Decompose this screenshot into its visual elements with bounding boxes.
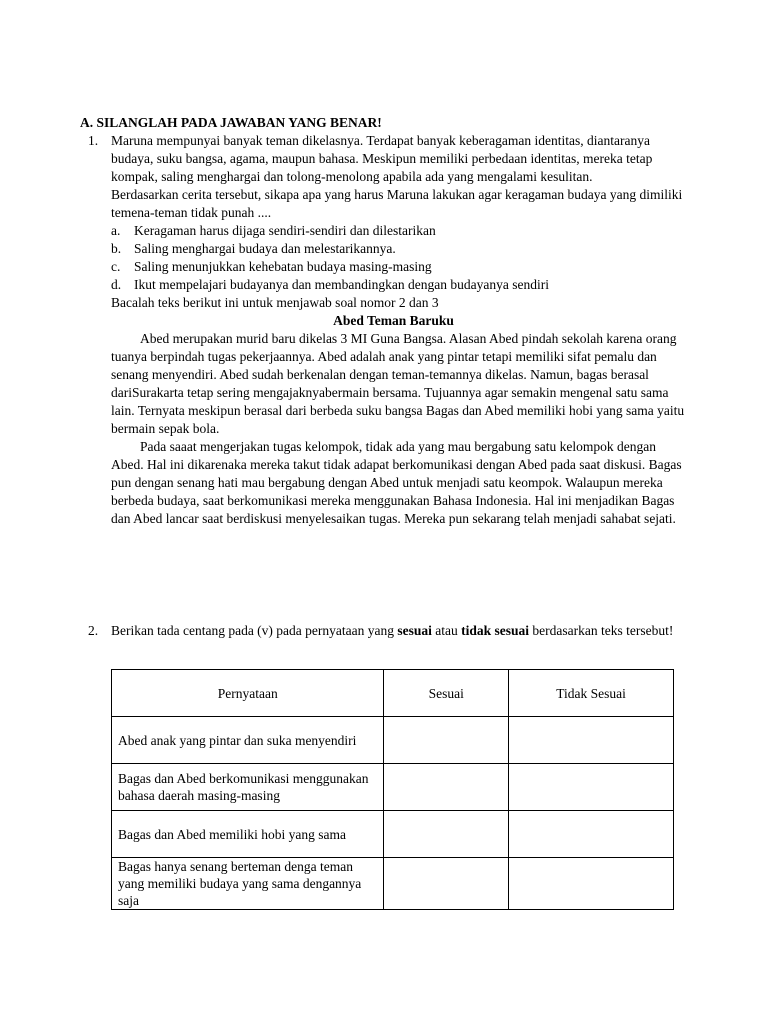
prompt-text: berdasarkan teks tersebut! — [529, 623, 674, 638]
story-title: Abed Teman Baruku — [333, 313, 454, 328]
reading-instruction: Bacalah teks berikut ini untuk menjawab soal nomor 2 dan 3 — [111, 295, 439, 310]
table-row — [112, 717, 674, 764]
prompt-bold-tidak-sesuai: tidak sesuai — [461, 623, 530, 638]
option-letter: a. — [111, 223, 121, 238]
table-row — [112, 858, 674, 910]
prompt-text: Berikan tada centang pada (v) pada pernyataan yang — [111, 623, 398, 638]
question-2-number: 2. — [88, 623, 99, 638]
header-sesuai: Sesuai — [384, 670, 509, 717]
statement-cell: Bagas hanya senang berteman denga teman yang memiliki budaya yang sama dengannya saja — [112, 858, 384, 910]
statement-cell: Bagas dan Abed memiliki hobi yang sama — [112, 811, 384, 858]
option-text: Saling menunjukkan kehebatan budaya masing-masing — [134, 259, 432, 274]
option-text: Keragaman harus dijaga sendiri-sendiri dan dilestarikan — [134, 223, 436, 238]
story-paragraph-2: Pada saaat mengerjakan tugas kelompok, tidak ada yang mau bergabung satu kelompok dengan Abed. Hal ini dikarenaka mereka takut tidak adapat berkomunikasi dengan Abed pada saat diskusi. Bagas pun dengan senang hati mau bergabung dengan Abed untuk menjadi satu keompok. Walaupun mereka berbeda budaya, saat berkomunikasi mereka menggunakan Bahasa Indonesia. Hal ini menjadikan Bagas dan Abed lancar saat berdiskusi menyelesaikan tugas. Mereka pun sekarang telah menjadi sahabat sejati. — [111, 439, 682, 526]
question-1-options — [111, 222, 688, 294]
option-a[interactable] — [111, 222, 688, 240]
table-row — [112, 811, 674, 858]
tidak-sesuai-cell[interactable] — [509, 764, 674, 811]
option-d[interactable] — [111, 276, 688, 294]
option-c[interactable] — [111, 258, 688, 276]
option-letter: c. — [111, 259, 121, 274]
question-2-prompt — [111, 622, 688, 640]
option-text: Saling menghargai budaya dan melestarikannya. — [134, 241, 396, 256]
option-letter: d. — [111, 277, 122, 292]
header-pernyataan: Pernyataan — [112, 670, 384, 717]
option-text: Ikut mempelajari budayanya dan membandingkan dengan budayanya sendiri — [134, 277, 549, 292]
prompt-bold-sesuai: sesuai — [397, 623, 432, 638]
statement-cell: Abed anak yang pintar dan suka menyendiri — [112, 717, 384, 764]
option-letter: b. — [111, 241, 122, 256]
prompt-text: atau — [431, 623, 462, 638]
statement-cell: Bagas dan Abed berkomunikasi menggunakan bahasa daerah masing-masing — [112, 764, 384, 811]
table-header-row — [112, 670, 674, 717]
question-2 — [88, 622, 688, 640]
story-paragraph-1: Abed merupakan murid baru dikelas 3 MI Guna Bangsa. Alasan Abed pindah sekolah karena orang tuanya berpindah tugas pekerjaannya. Abed adalah anak yang pintar tetapi memiliki sifat pemalu dan senang menyendiri. Abed sudah berkenalan dengan teman-temannya dikelas. Namun, bagas berasal dariSurakarta tetap sering mengajaknyabermain bersama. Tujuannya agar semakin mengenal satu sama lain. Ternyata meskipun berasal dari berbeda suku bangsa Bagas dan Abed memiliki hobi yang sama yaitu bermain sepak bola. — [111, 331, 685, 436]
question-1 — [88, 132, 688, 528]
question-1-number: 1. — [88, 133, 99, 148]
table-row — [112, 764, 674, 811]
sesuai-cell[interactable] — [384, 764, 509, 811]
option-b[interactable] — [111, 240, 688, 258]
section-title: A. SILANGLAH PADA JAWABAN YANG BENAR! — [80, 115, 382, 130]
question-1-prompt: Berdasarkan cerita tersebut, sikapa apa yang harus Maruna lakukan agar keragaman budaya yang dimiliki temena-teman tidak punah .... — [111, 187, 683, 220]
sesuai-cell[interactable] — [384, 858, 509, 910]
tidak-sesuai-cell[interactable] — [509, 811, 674, 858]
tidak-sesuai-cell[interactable] — [509, 717, 674, 764]
sesuai-cell[interactable] — [384, 717, 509, 764]
tidak-sesuai-cell[interactable] — [509, 858, 674, 910]
answer-table — [111, 669, 674, 910]
sesuai-cell[interactable] — [384, 811, 509, 858]
header-tidak-sesuai: Tidak Sesuai — [509, 670, 674, 717]
question-1-paragraph: Maruna mempunyai banyak teman dikelasnya. Terdapat banyak keberagaman identitas, diantaranya budaya, suku bangsa, agama, maupun bahasa. Meskipun memiliki perbedaan identitas, mereka tetap kompak, saling menghargai dan tolong-menolong apabila ada yang mengalami kesulitan. — [111, 133, 653, 184]
